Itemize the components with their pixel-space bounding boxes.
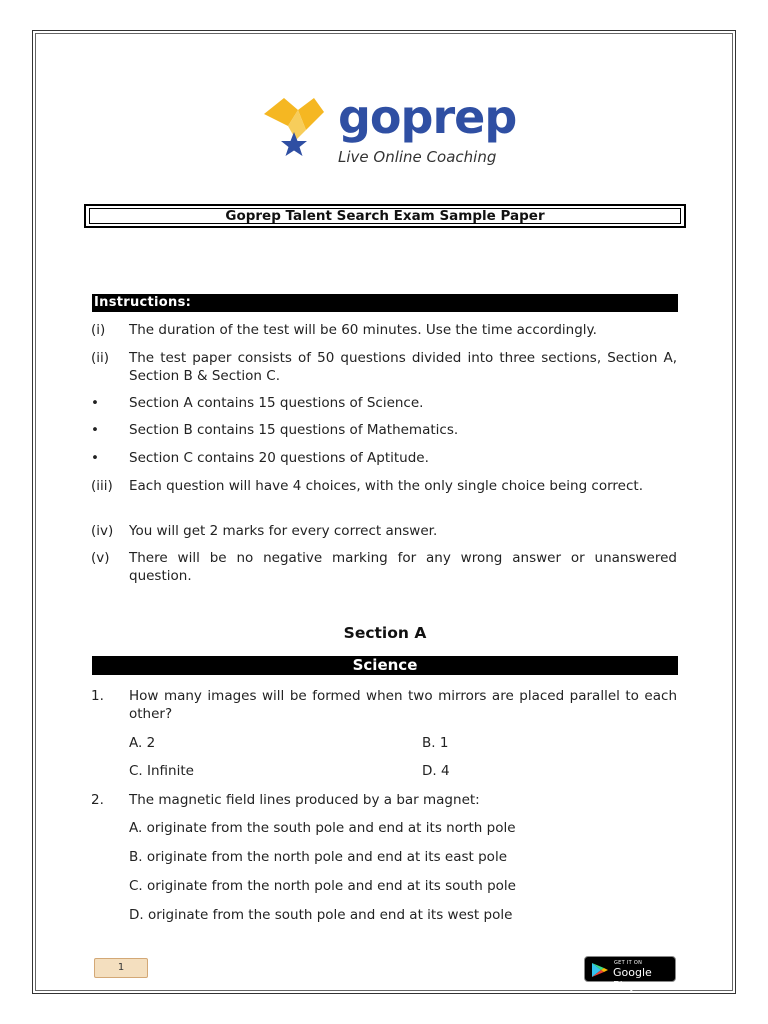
answer-option: C. originate from the north pole and end at its south pole — [129, 878, 516, 894]
instruction-text: There will be no negative marking for any wrong answer or unanswered question. — [129, 550, 677, 584]
instruction-marker: (iii) — [91, 478, 113, 494]
question-number: 2. — [91, 792, 104, 808]
instructions-heading: Instructions: — [92, 294, 678, 312]
question-text: How many images will be formed when two mirrors are placed parallel to each other? — [129, 688, 677, 722]
instruction-marker: (ii) — [91, 350, 110, 366]
instruction-text: Section C contains 20 questions of Aptitude. — [129, 450, 429, 466]
goprep-logo-mark-icon — [262, 96, 334, 162]
question-number: 1. — [91, 688, 104, 704]
answer-option: B. originate from the north pole and end at its east pole — [129, 849, 507, 865]
bullet-marker: • — [91, 450, 99, 466]
section-title: Section A — [343, 624, 427, 642]
document-title: Goprep Talent Search Exam Sample Paper — [89, 208, 681, 224]
instruction-text: Section A contains 15 questions of Science. — [129, 395, 424, 411]
badge-small-text: GET IT ON — [614, 960, 643, 966]
document-title-box — [84, 204, 686, 228]
instruction-text: Each question will have 4 choices, with the only single choice being correct. — [129, 478, 643, 494]
instruction-marker: (iv) — [91, 523, 114, 539]
question-text: The magnetic field lines produced by a bar magnet: — [129, 792, 480, 808]
logo-tagline: Live Online Coaching — [338, 148, 497, 166]
google-play-icon — [591, 962, 609, 978]
subject-heading: Science — [92, 656, 678, 675]
bullet-marker: • — [91, 395, 99, 411]
instruction-marker: (i) — [91, 322, 106, 338]
page-number: 1 — [94, 958, 148, 978]
answer-option: B. 1 — [422, 735, 449, 751]
answer-option: A. 2 — [129, 735, 156, 751]
badge-store-name: Google Play — [613, 966, 652, 992]
instruction-text: You will get 2 marks for every correct answer. — [129, 523, 438, 539]
instruction-marker: (v) — [91, 550, 110, 566]
google-play-badge[interactable] — [584, 956, 676, 992]
goprep-logo — [262, 90, 522, 174]
answer-option: D. 4 — [422, 763, 450, 779]
instruction-text: The test paper consists of 50 questions divided into three sections, Section A, Section B & Section C. — [129, 350, 677, 384]
bullet-marker: • — [91, 422, 99, 438]
instruction-text: Section B contains 15 questions of Mathematics. — [129, 422, 459, 438]
answer-option: D. originate from the south pole and end at its west pole — [129, 907, 513, 923]
answer-option: C. Infinite — [129, 763, 194, 779]
instruction-text: The duration of the test will be 60 minutes. Use the time accordingly. — [129, 322, 597, 338]
answer-option: A. originate from the south pole and end at its north pole — [129, 820, 516, 836]
logo-wordmark: goprep — [338, 90, 517, 144]
